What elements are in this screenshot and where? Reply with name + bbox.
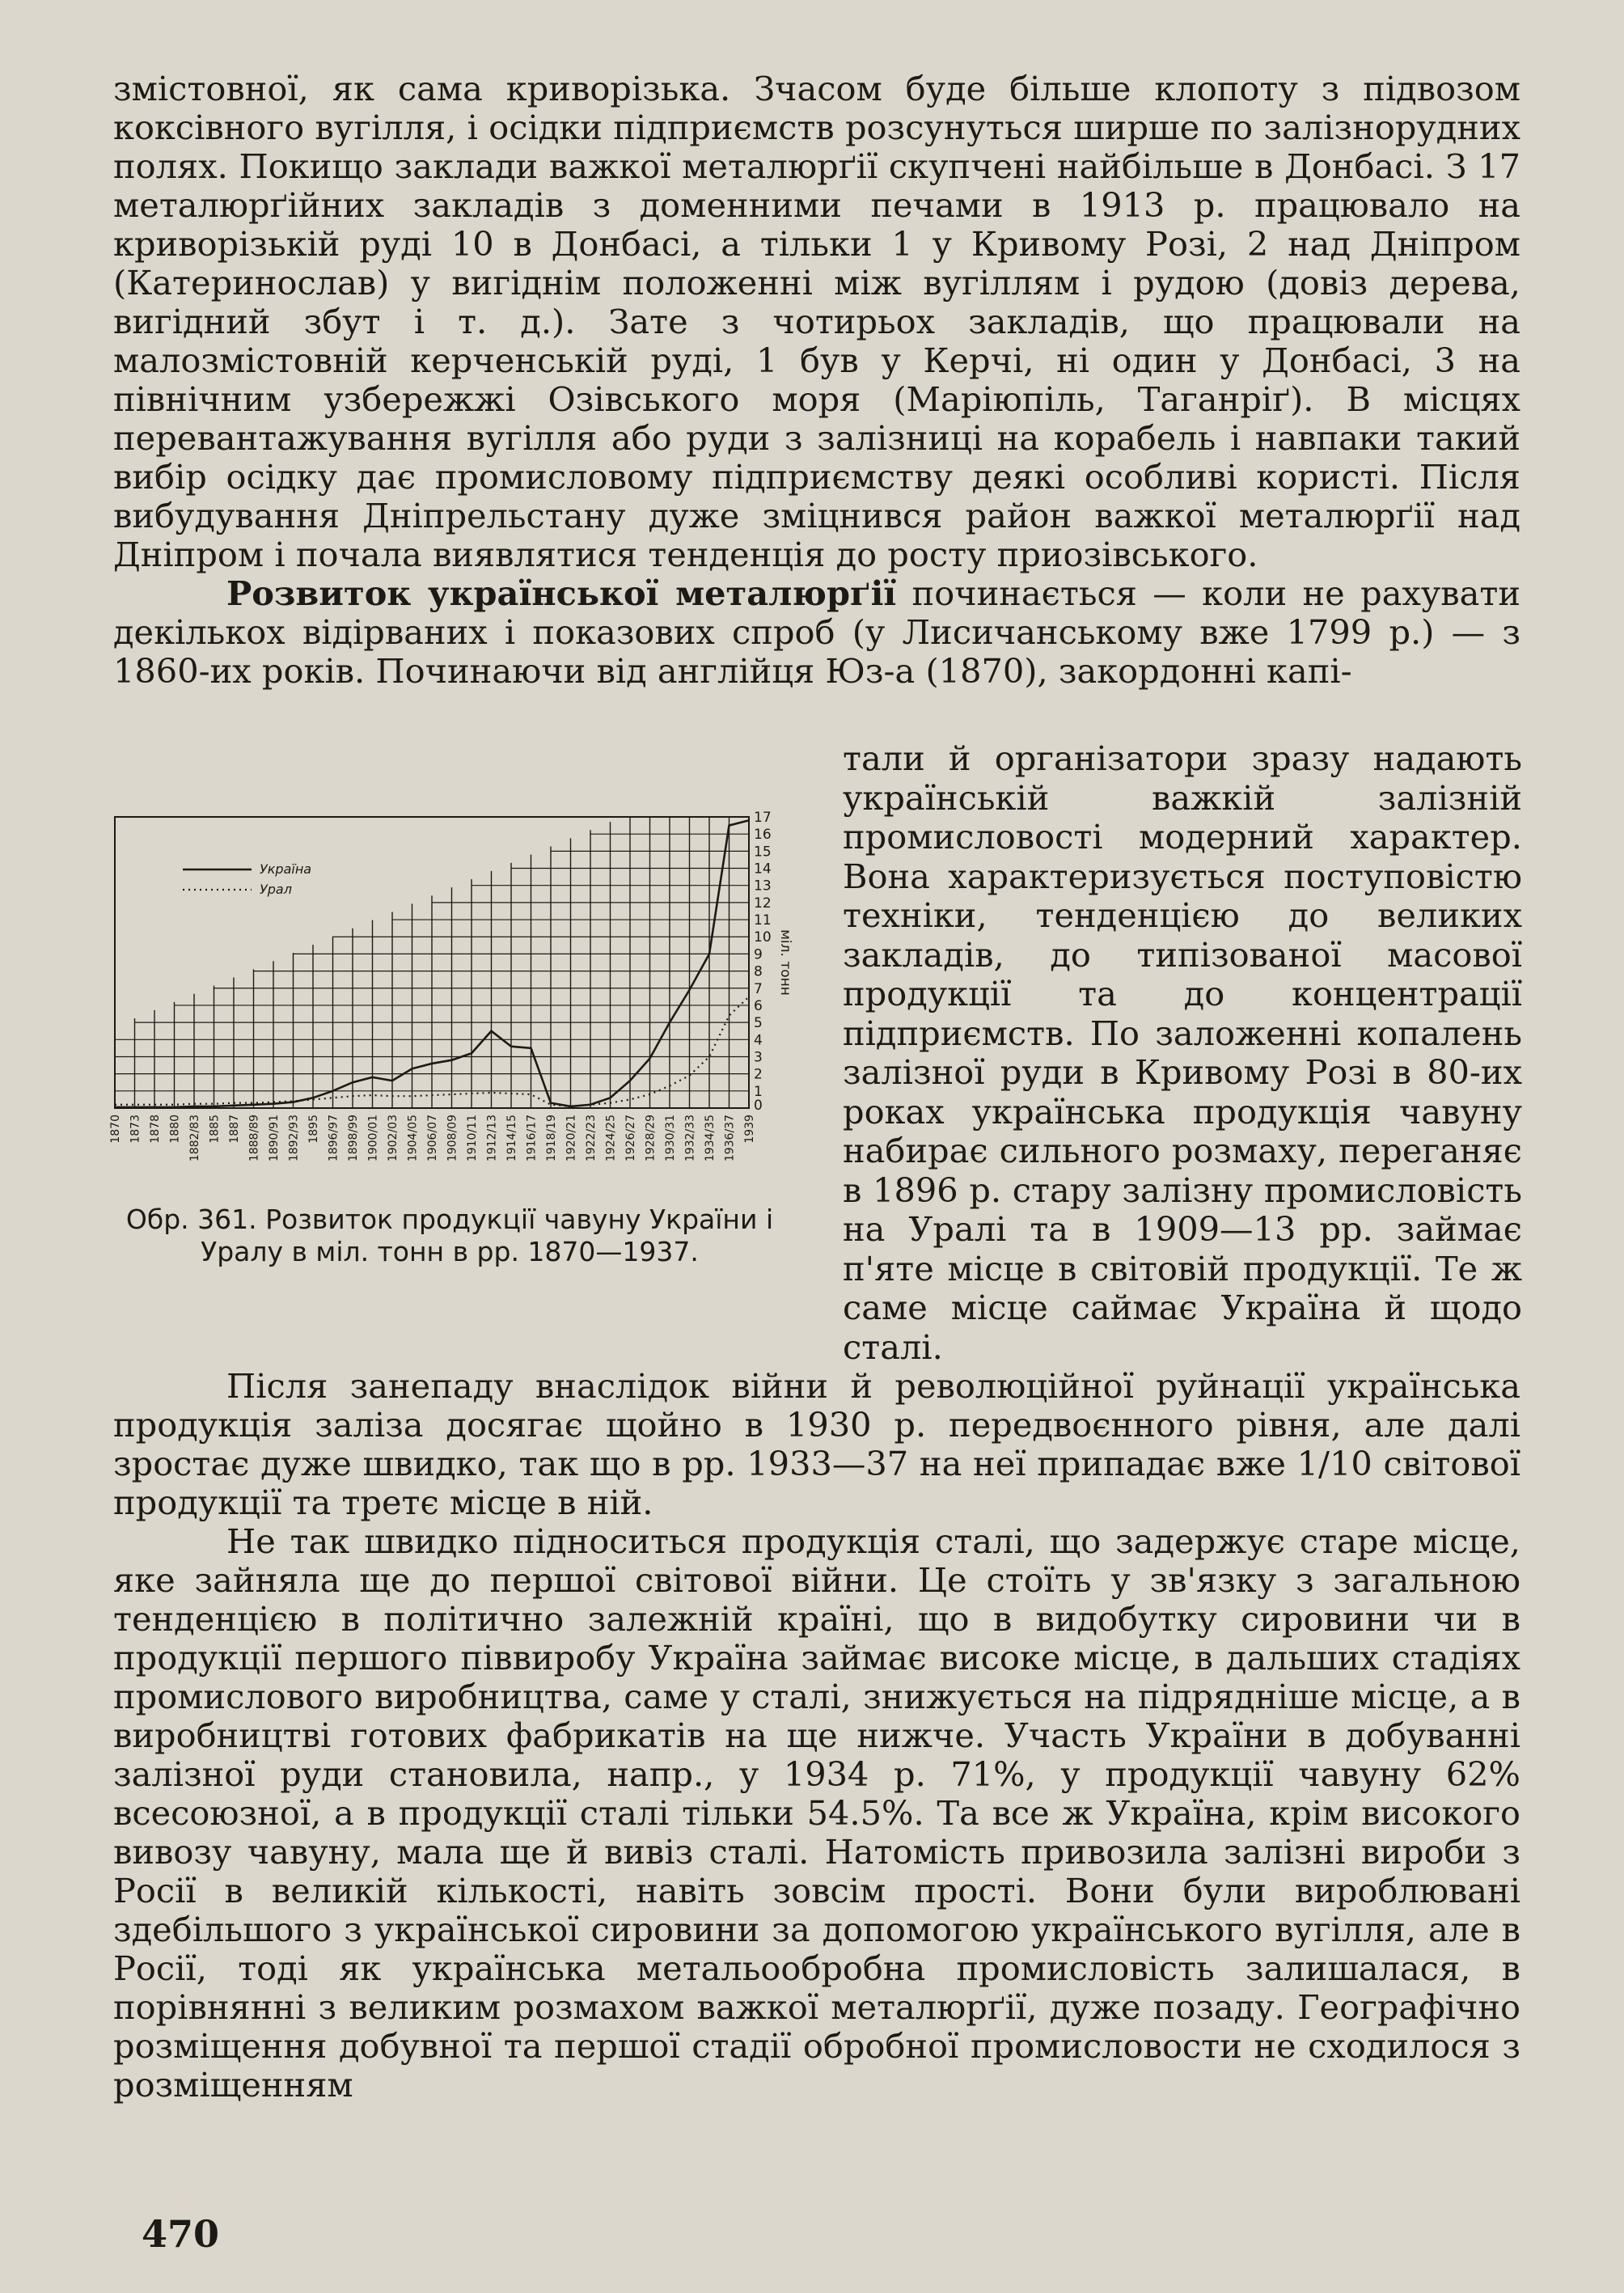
top-text-block	[113, 70, 1520, 691]
legend-label-ural: Урал	[260, 882, 292, 897]
paragraph-3-text-a: Після занепаду внаслідок війни й революційної руйнації українська продукція заліза досягає щойно в 1930 р. передвоєнного рівня, але далі зростає дуже швидко, так що в рр. 1933—37 на неї припадає вже	[113, 1366, 1520, 1483]
y-tick-label: 1	[754, 1083, 763, 1100]
paragraph-4: Не так швидко підноситься продукція сталі, що задержує старе місце, яке зайняла ще до першої світової війни. Це стоїть у зв'язку з загальною тенденцією в політично залежній країні, що в видобутку сировини чи в продукції першого піввиробу Україна займає високе місце, в дальших стадіях промислового виробництва, саме у сталі, знижується на підрядніше місце, а в виробництві готових фабрикатів на ще нижче. Участь України в добуванні залізної руди становила, напр., у 1934 р. 71%, у продукції чавуну 62% всесоюзної, а в продукції сталі тільки 54.5%. Та все ж Україна, крім високого вивозу чавуну, мала ще й вивіз сталі. Натомість привозила залізні вироби з Росії в великій кількості, навіть зовсім прості. Вони були вироблювані здебільшого з української сировини за допомогою українського вугілля, але в Росії, тоді як українська метальообробна промисловість залишалася, в порівнянні з великим розмахом важкої металюрґії, дуже позаду. Географічно розміщення добувної та першої стадії обробної промисловости не сходилося з розміщенням	[113, 1521, 1520, 2105]
x-tick-label: 1932/33	[683, 1115, 697, 1162]
paragraph-3-text-b: світової продукції та третє місце в ній.	[113, 1444, 1520, 1522]
figure-361	[109, 809, 793, 1268]
right-text-column: тали й організатори зразу надають українській важкій залізній промисловості модерний характер. Вона характеризується поступовістю техніки, тенденцією до великих закладів, до типізованої масової продукції та до концентрації підприємств. По заложенні копалень залізної руди в Кривому Розі в 80-их роках українська продукція чавуну набирає сильного розмаху, переганяє в 1896 р. стару залізну промисловість на Уралі та в 1909—13 рр. займає п'яте місце в світовій продукції. Те ж саме місце саймає Україна й щодо сталі.	[843, 738, 1522, 1367]
y-tick-label: 11	[754, 912, 772, 929]
x-tick-label: 1873	[129, 1115, 142, 1144]
x-tick-label: 1904/05	[406, 1115, 420, 1162]
x-tick-label: 1882/83	[188, 1115, 201, 1162]
x-tick-label: 1888/89	[247, 1115, 261, 1162]
x-tick-label: 1928/29	[644, 1115, 658, 1162]
x-tick-label: 1912/13	[485, 1115, 499, 1162]
page-number: 470	[142, 2212, 220, 2256]
y-tick-label: 2	[754, 1066, 763, 1083]
x-tick-label: 1898/99	[347, 1115, 360, 1162]
paragraph-3	[113, 1367, 1520, 1522]
y-tick-label: 17	[754, 810, 772, 826]
x-tick-label: 1910/11	[466, 1115, 479, 1162]
y-tick-label: 12	[754, 895, 772, 912]
y-tick-label: 4	[754, 1032, 763, 1049]
x-tick-label: 1878	[149, 1115, 162, 1144]
y-tick-label: 3	[754, 1049, 763, 1066]
x-tick-label: 1892/93	[287, 1115, 301, 1162]
x-tick-label: 1902/03	[387, 1115, 400, 1162]
y-tick-label: 7	[754, 980, 763, 997]
x-tick-label: 1896/97	[327, 1115, 340, 1162]
figure-caption: Обр. 361. Розвиток продукції чавуну України і Уралу в міл. тонн в рр. 1870—1937.	[125, 1204, 774, 1267]
y-tick-label: 10	[754, 929, 772, 946]
x-tick-label: 1934/35	[704, 1115, 717, 1162]
x-tick-label: 1939	[743, 1115, 756, 1144]
fraction: 1/10	[1296, 1444, 1372, 1483]
x-tick-label: 1900/01	[366, 1115, 380, 1162]
x-tick-label: 1895	[307, 1115, 320, 1144]
y-tick-label: 9	[754, 946, 763, 963]
x-tick-label: 1890/91	[268, 1115, 281, 1162]
section-heading: Розвиток української металюрґії	[226, 573, 897, 613]
x-tick-label: 1906/07	[426, 1115, 439, 1162]
y-tick-label: 0	[754, 1098, 763, 1114]
x-tick-label: 1885	[208, 1115, 222, 1144]
y-tick-label: 14	[754, 861, 772, 878]
x-tick-label: 1916/17	[525, 1115, 539, 1162]
x-tick-label: 1926/27	[624, 1115, 637, 1162]
paragraph-2-text: починається — коли не рахувати декількох відірваних і показових спроб (у Лисичанському вже 1799 р.) — з 1860-их років. Починаючи від англійця Юз-а (1870), закордонні капі-	[113, 573, 1520, 691]
y-tick-label: 6	[754, 997, 763, 1014]
legend-label-ukraine: Україна	[260, 861, 312, 877]
bottom-text-block	[113, 1367, 1520, 2105]
x-tick-label: 1924/25	[604, 1115, 618, 1162]
x-tick-label: 1922/23	[585, 1115, 598, 1162]
y-tick-label: 16	[754, 827, 772, 844]
production-chart	[109, 809, 793, 1189]
x-tick-label: 1920/21	[565, 1115, 578, 1162]
x-tick-label: 1918/19	[545, 1115, 558, 1162]
paragraph-2	[113, 574, 1520, 691]
paragraph-1: змістовної, як сама криворізька. Зчасом буде більше клопоту з підвозом коксівного вугілля, і осідки підприємств розсунуться ширше по залізнорудних полях. Покищо заклади важкої металюрґії скупчені найбільше в Донбасі. З 17 металюрґійних закладів з доменними печами в 1913 р. працювало на криворізькій руді 10 в Донбасі, а тільки 1 у Кривому Розі, 2 над Дніпром (Катеринослав) у вигіднім положенні між вугіллям і рудою (довіз дерева, вигідний збут і т. д.). Зате з чотирьох закладів, що працювали на малозмістовній керченській руді, 1 був у Керчі, ні один у Донбасі, 3 на північним узбережжі Озівського моря (Маріюпіль, Таганріґ). В місцях перевантажування вугілля або руди з залізниці на корабель і навпаки такий вибір осідку дає промисловому підприємству деякі особливі користі. Після вибудування Дніпрельстану дуже зміцнився район важкої металюрґії над Дніпром і почала виявлятися тенденція до росту приозівського.	[113, 69, 1520, 574]
x-tick-label: 1908/09	[446, 1115, 459, 1162]
x-tick-label: 1870	[109, 1115, 122, 1144]
x-tick-label: 1887	[228, 1115, 241, 1144]
y-tick-label: 8	[754, 963, 763, 980]
x-tick-label: 1930/31	[664, 1115, 677, 1162]
y-tick-label: 15	[754, 844, 772, 861]
x-tick-label: 1936/37	[723, 1115, 737, 1162]
y-tick-label: 13	[754, 878, 772, 895]
x-tick-label: 1880	[168, 1115, 182, 1144]
y-axis-label: міл. тонн	[777, 929, 793, 996]
x-tick-label: 1914/15	[505, 1115, 518, 1162]
y-tick-label: 5	[754, 1015, 763, 1032]
